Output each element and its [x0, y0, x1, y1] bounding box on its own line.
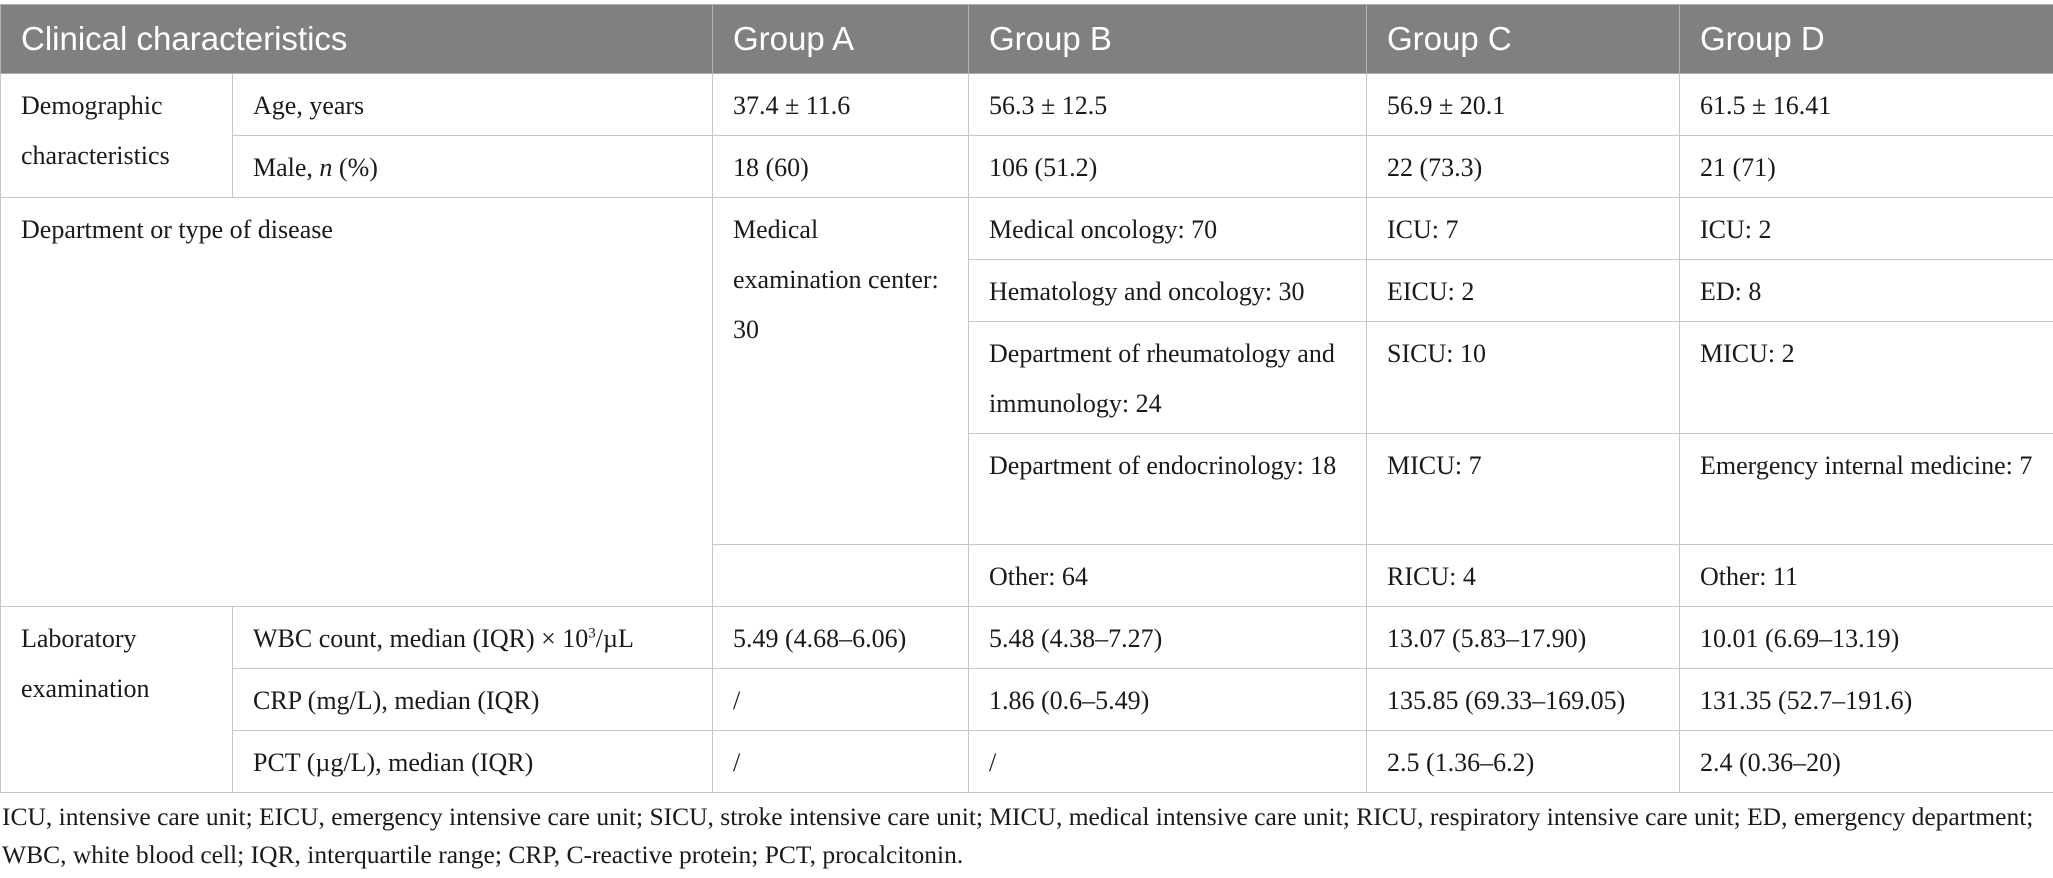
crp-group-c: 135.85 (69.33–169.05) — [1367, 669, 1680, 731]
male-group-a: 18 (60) — [713, 136, 969, 198]
pct-group-a: / — [713, 731, 969, 793]
wbc-label-sup: 3 — [588, 625, 596, 642]
department-group-b: Other: 64 — [969, 545, 1367, 607]
department-group-d: ICU: 2 — [1680, 198, 2053, 260]
department-group-b: Hematology and oncology: 30 — [969, 260, 1367, 322]
table-row — [1, 731, 2053, 793]
table-container — [0, 4, 2053, 793]
wbc-group-a: 5.49 (4.68–6.06) — [713, 607, 969, 669]
header-row — [1, 5, 2053, 74]
wbc-label-suffix: /µL — [595, 624, 634, 653]
wbc-group-c: 13.07 (5.83–17.90) — [1367, 607, 1680, 669]
department-group-a-empty — [713, 545, 969, 607]
department-group-b: Department of rheumatology and immunology: 24 — [969, 322, 1367, 434]
age-group-c: 56.9 ± 20.1 — [1367, 74, 1680, 136]
wbc-group-b: 5.48 (4.38–7.27) — [969, 607, 1367, 669]
male-label-prefix: Male, — [253, 153, 320, 182]
department-group-a: Medical examination center: 30 — [713, 198, 969, 545]
clinical-characteristics-table — [0, 4, 2053, 793]
crp-group-a: / — [713, 669, 969, 731]
age-group-d: 61.5 ± 16.41 — [1680, 74, 2053, 136]
wbc-label-prefix: WBC count, median (IQR) × 10 — [253, 624, 589, 653]
header-group-c: Group C — [1367, 5, 1680, 74]
male-group-d: 21 (71) — [1680, 136, 2053, 198]
header-group-a: Group A — [713, 5, 969, 74]
table-footnote: ICU, intensive care unit; EICU, emergency intensive care unit; SICU, stroke intensive care unit; MICU, medical intensive care unit; RICU, respiratory intensive care unit; ED, emergency department; WBC, white blood cell; IQR, interquartile range; CRP, C-reactive protein; PCT, procalcitonin. — [2, 802, 2034, 869]
department-group-b: Department of endocrinology: 18 — [969, 434, 1367, 545]
table-row — [1, 136, 2053, 198]
header-group-d: Group D — [1680, 5, 2053, 74]
pct-group-c: 2.5 (1.36–6.2) — [1367, 731, 1680, 793]
pct-label: PCT (µg/L), median (IQR) — [233, 731, 713, 793]
male-group-b: 106 (51.2) — [969, 136, 1367, 198]
age-group-a: 37.4 ± 11.6 — [713, 74, 969, 136]
department-group-d: Other: 11 — [1680, 545, 2053, 607]
male-label — [233, 136, 713, 198]
crp-label: CRP (mg/L), median (IQR) — [233, 669, 713, 731]
department-group-c: RICU: 4 — [1367, 545, 1680, 607]
wbc-group-d: 10.01 (6.69–13.19) — [1680, 607, 2053, 669]
male-label-n: n — [319, 153, 333, 182]
department-group-c: SICU: 10 — [1367, 322, 1680, 434]
male-label-suffix: (%) — [332, 153, 378, 182]
department-group-b: Medical oncology: 70 — [969, 198, 1367, 260]
crp-group-b: 1.86 (0.6–5.49) — [969, 669, 1367, 731]
pct-group-d: 2.4 (0.36–20) — [1680, 731, 2053, 793]
pct-group-b: / — [969, 731, 1367, 793]
department-label: Department or type of disease — [1, 198, 713, 607]
table-row — [1, 198, 2053, 260]
department-group-c: ICU: 7 — [1367, 198, 1680, 260]
wbc-label — [233, 607, 713, 669]
demographic-label: Demographic characteristics — [1, 74, 233, 198]
department-group-d: MICU: 2 — [1680, 322, 2053, 434]
department-group-d: Emergency internal medicine: 7 — [1680, 434, 2053, 545]
male-group-c: 22 (73.3) — [1367, 136, 1680, 198]
age-group-b: 56.3 ± 12.5 — [969, 74, 1367, 136]
header-group-b: Group B — [969, 5, 1367, 74]
table-row — [1, 669, 2053, 731]
department-group-d: ED: 8 — [1680, 260, 2053, 322]
age-label: Age, years — [233, 74, 713, 136]
department-group-c: MICU: 7 — [1367, 434, 1680, 545]
header-clinical-characteristics: Clinical characteristics — [1, 5, 713, 74]
table-row — [1, 607, 2053, 669]
department-group-c: EICU: 2 — [1367, 260, 1680, 322]
laboratory-label: Laboratory examination — [1, 607, 233, 793]
table-row — [1, 74, 2053, 136]
crp-group-d: 131.35 (52.7–191.6) — [1680, 669, 2053, 731]
